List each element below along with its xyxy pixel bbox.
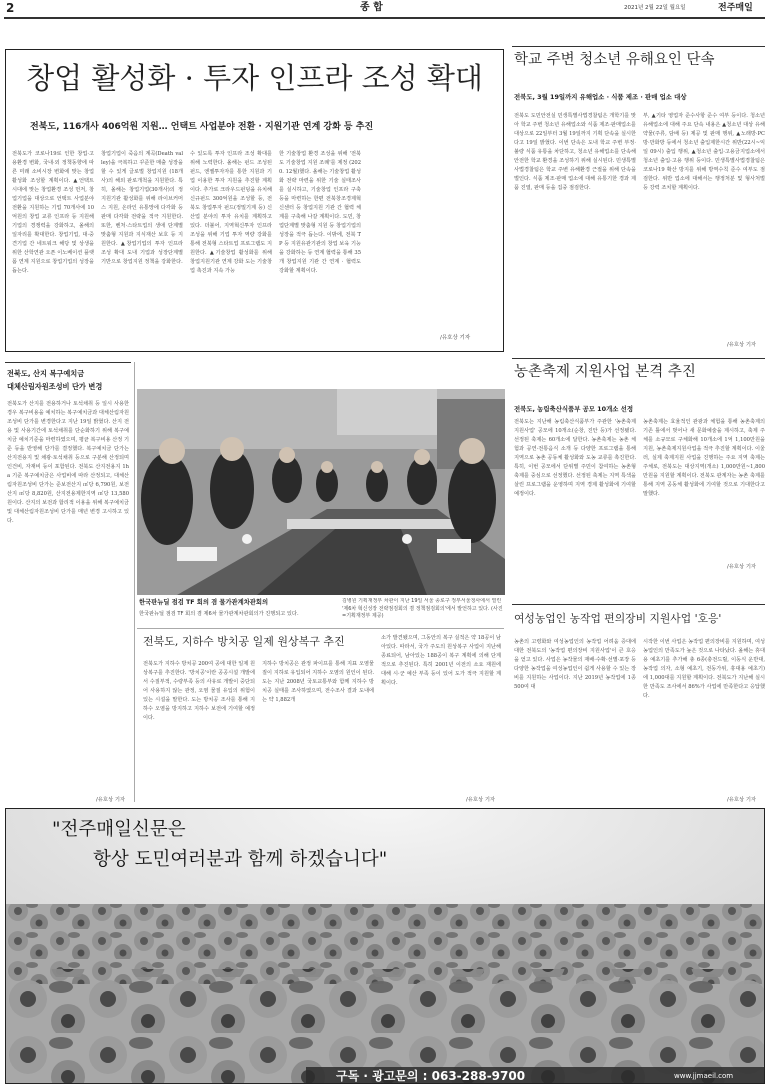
jiha-col-2: 지하수 방치공은 관정 파이프를 통해 지표 오염물질이 지하로 유입되어 지하수 오염의 원인이 된다. 도는 지난 2008년 국토교통부와 함께 지하수 방치공 실태를 조사하였으며, 전수조사 결과 도내에는 약 1,882개 <box>262 661 374 703</box>
school-col-1: 전북도 도민안전실 민생특별사법경찰팀은 개학기를 맞아 학교 주변 청소년 유해업소와 식품 제조·판매업소를 대상으로 22일부터 3월 19일까지 기획 단속을 실시한다고 19일 밝혔다. 이번 단속은 도내 학교 주변 부정·불량 식품 유통을 차단하고, 청소년 유해업소를 단속해 안전한 학교 환경을 조성하기 위해 실시된다. 민생특별사법경찰팀은 학교 주변 유해환경 근절을 위해 단속을 벌인다. 식품 제조·판매 업소에 대해 유통기한 경과 제품 진열, 판매 등을 집중 점검한다. <box>514 113 636 191</box>
main-article-col-2: 창업기업이 죽음의 계곡(Death valley)을 극복하고 꾸준한 매출 성장을 할 수 있게 글로벌 창업지원 (18개사)의 해외 판로개척을 지원한다. 특히, 올해는 창업기업(30개사)의 정지원기관 활성화를 위해 라이브커머스 지원, 온라인 유통망에 다각화 등 판매 다각화 전략을 적극 지원한다. 또한, 벤처·스타트업의 생애 단계별 맞춤형 지원과 지식재산 보호 등 지원한다. ▲창업기업의 투자 인프라 조성 확대 도내 기업과 성장단계별 기반으로 창업지원 정책을 강화한다. <box>101 151 183 265</box>
sanji-byline: /유호상 기자 <box>96 797 126 803</box>
issue-date: 2021년 2월 22일 월요일 <box>624 5 686 11</box>
jiha-top-rule <box>137 628 504 629</box>
jiha-col-1: 전북도가 지하수 방치공 200여 공에 대한 일제 원상복구를 추진한다. '방치공'이란 공공시설 개발에서 수질부적, 수량부족 등의 사유로 개발이 중단되어 사용하지 않는 관정, 오염 물질 유입의 위험이 있는 시설을 말한다. 도는 방치공 조사를 통해 지하수 오염을 방지하고 지하수 보전에 기여할 예정이다. <box>143 661 255 721</box>
ad-quote-line2: 항상 도민여러분과 함께 하겠습니다" <box>93 849 388 870</box>
school-byline: /유호상 기자 <box>727 342 757 348</box>
paper-name: 전주매일 <box>718 3 753 13</box>
women-top-rule <box>512 604 765 605</box>
women-col-2: 시작한 이번 사업은 농작업 편의장비를 지원하며, 여성농업인의 만족도가 높은 것으로 나타났다. 올해는 휴대용 예초기를 추가해 총 6종(충전드릴, 이동식 운반대, 농작업 의자, 소형 예초기, 전동가위, 휴대용 예초기)에 1,000대를 지원할 계획이다. 전북도가 지난해 실시한 만족도 조사에서 86%가 사업에 만족한다고 응답했다. <box>643 639 765 699</box>
sanji-divider <box>134 362 135 802</box>
main-article-col-3: 수 있도록 투자 인프라 조성 확대를 위해 노력한다. 올해는 펀드 조성된 펀드, 엔젤투자자를 통한 지원과 기업 이용한 투자 지원을 추진할 계획이다. 추가로 크라우드펀딩을 유치해 신규펀드 300억원을 조성할 등, 전북도 창업투자 펀드(정밀기계 등) 신산업 분야의 투자 유치를 계획하고 있다. 더불어, 지역혁신투자 인프라 조성을 위해 기업 투자 역량 강화를 통해 전북형 스타트업 프로그램도 지원한다. ▲기술창업 활성화를 위해 창업지원기관 연계 강화 도는 기술창업 촉진과 지속 가능 <box>190 151 272 274</box>
festival-col-2: 농촌축제는 효율적인 관광과 체험을 통해 농촌축제의 기존 틀에서 벗어나 새 문화예술을 제시하고, 축제 주체를 소규모로 구체화해 10개소에 1억 1,100만원을 지원, 농촌축제지원사업을 적극 추진할 계획이다. 이울러, 실제 축제지원 사업을 진행하는 주요 지역 축제는 주체로, 전북도는 대상지역(개소) 1,000만원~1,800만원을 지원할 계획이다. 전북도 관계자는 농촌 축제를 통해 지역 공동체 활성화에 기여할 것으로 기대한다고 말했다. <box>643 419 765 497</box>
main-headline: 창업 활성화 · 투자 인프라 조성 확대 <box>26 61 483 95</box>
photo-caption-left-title: 한국판뉴딜 점검 TF 회의 겸 물가관계차관회의 <box>139 599 269 606</box>
festival-col-1: 전북도는 지난해 농림축산식품부가 주관한 '농촌축제 지원사업' 공모에 10개소(순창, 진안 등)가 선정됐다. 선정된 축제는 60개소에 달한다. 농촌축제는 농촌 체험과 공연·전통음식 소개 등 다양한 프로그램을 통해 지역으로 농촌 공동체 활성화와 도농 교류를 촉진한다. 특히, 이번 공모에서 단위별 주민이 참여하는 농촌형 축제를 중심으로 선정했다. 선정된 축제는 지역 특색을 살린 프로그램을 운영하며 지역 경제 활성화에 기여할 예정이다. <box>514 419 636 497</box>
school-headline: 학교 주변 청소년 유해요인 단속 <box>514 52 715 68</box>
ad-contact: 구독 · 광고문의 : 063-288-9700 <box>336 1069 526 1083</box>
school-top-rule <box>512 46 765 47</box>
women-col-1: 농촌의 고령화와 여성농업인의 농작업 어려움 증대에 대한 전북도의 '농작업 편의장비 지원사업'이 큰 호응을 얻고 있다. 사업은 농작물의 재배·수확·선별·포장 등 다양한 농작업을 여성농업인이 쉽게 사용할 수 있는 장비를 지원하는 사업이다. 지난 2019년 농작업에 1종 500여 대 <box>514 639 636 690</box>
meeting-photo-illustration <box>137 389 505 595</box>
sanji-body: 전북도가 산지를 전용하거나 토석채취 등 일시 사용한 경우 복구비용을 예치하는 복구예치금과 대체산림자원조성비 단가를 변경한다고 지난 19일 밝혔다. 산지 전용 및 사용기간에 토석채취를 단순화하기 위해 복구예치금 예치기준을 마련하였으며, 평균 복구비용 산정 기준 등을 반영해 단가를 결정했다. 복구예치금 단가는 산지전용지 및 채광·토석채취 등으로 구분해 산정되며 인건비, 자재비 등이 포함된다. 전북도 산지전용지 1ha 기준 복구예치금은 사업비에 따라 산정되고, 대체산림자원조성비 단가는 준보전산지 ㎡당 6,790원, 보전산지 ㎡당 8,820원, 산지전용제한지역 ㎡당 13,580원이다. 산지의 보전과 합리적 이용을 위해 복구예치금 및 대체산림자원조성비 단가를 매년 변경 고시하고 있다. <box>7 401 129 524</box>
festival-headline: 농촌축제 지원사업 본격 추진 <box>514 364 696 380</box>
masthead-rule <box>4 17 765 19</box>
main-byline: /유호상 기자 <box>440 335 471 341</box>
section-label: 종 합 <box>360 2 383 13</box>
school-col-2: 부, ▲기타 영업자 준수사항 준수 여부 등이다. 청소년 유해업소에 대해 주요 단속 내용은 ▲청소년 대상 유해약물(주류, 담배 등) 제공 및 판매 행위, ▲노래방·PC방·만화방 등에서 청소년 출입제한시간 위반(22시~익일 09시) 출입 행위, ▲청소년 출입·고용금지업소에서 청소년 출입·고용 행위 등이다. 민생특별사법경찰팀은 코로나19 확산 방지를 위해 방역수칙 준수 여부도 점검한다. 위반 업소에 대해서는 행정처분 및 형사처벌 등 강력 조치할 계획이다. <box>643 113 765 191</box>
women-byline: /유호상 기자 <box>727 797 757 803</box>
jiha-headline: 전북도, 지하수 방치공 일제 원상복구 추진 <box>143 635 345 648</box>
festival-subhead: 전북도, 농림축산식품부 공모 10개소 선정 <box>514 405 633 413</box>
photo-caption-left-body: 한국판뉴딜 점검 TF 회의 겸 제6차 물가관계차관회의가 진행되고 있다. <box>139 611 299 617</box>
ad-website[interactable]: www.jjmaeil.com <box>674 1072 734 1080</box>
page-number: 2 <box>6 1 15 15</box>
sanji-top-rule <box>5 362 131 363</box>
festival-byline: /유호상 기자 <box>727 564 757 570</box>
festival-top-rule <box>512 358 765 359</box>
main-subhead: 전북도, 116개사 406억원 지원… 언택트 사업분야 전환 · 지원기관 연계 강화 등 추진 <box>30 122 374 132</box>
main-article-col-4: 한 기술창업 환경 조성을 위해 '전북도 기술창업 지원 조례'를 제정 (2020. 12월)했다. 올해는 기술창업 활성화 전략 마련을 위한 기술 실태조사를 실시하고, 기술창업 인프라 구축 등을 마련하는 한편 전북창조경제혁신센터 등 창업지원 기관 간 협력 체계를 구축해 나갈 계획이다. 도민, 창업단계별 맞춤형 지원 등 창업기업의 성장을 적극 돕는다. 이밖에, 전북 TP 등 지원유관기관의 창업 보육 기능을 강화하는 등 연계 협력을 통해 35개 창업지원 기관 간 연계 · 협력도 강화할 계획이다. <box>279 151 361 274</box>
ad-quote-line1: "전주매일신문은 <box>52 819 186 840</box>
sanji-headline-line2: 대체산림자원조성비 단가 변경 <box>7 382 103 391</box>
meeting-photo <box>137 389 505 595</box>
sanji-headline-line1: 전북도, 산지 복구예치금 <box>7 369 85 378</box>
jiha-col-3: 소가 발견됐으며, 그동안의 복구 실적은 약 18공이 남아있다. 따라서, 국가 주도의 원상복구 사업이 지난해 종료되어, 남아있는 188공이 복구 계획에 의해 단계적으로 추진된다. 특히 2001년 이전의 소요 재원에 대해 시·군 예산 부족 등이 있어 도가 적극 지원할 계획이다. <box>381 635 501 686</box>
photo-caption-right: 김병원 기획재정부 차관이 지난 19일 서울 종로구 정부서울청사에서 열린 '제6차 혁신성장 전략점검회의 겸 정책점검회의'에서 발언하고 있다. (사진=기획재정부 제공) <box>342 598 503 619</box>
main-article-col-1: 전북도가 코로나19로 인한 창업·고용환경 변화, 국내·외 정책동향에 따른 미래 소비시장 변화에 맞는 창업활성화 조성할 계획이다. ▲언택트 시대에 맞는 창업환경 조성 먼저, 창업기업을 대상으로 언택트 사업분야 전환을 지원하는 기업 70개사에 10억원의 창업 교류 인프라 등 지원해 기업의 경쟁력을 강화하고, 올해의 일자리를 확대한다. 창업기업, 대·중견기업 간 네트워크 해당 및 상생을 위한 산학연관 오픈 이노베이션 플랫폼 연계 지원으로 창업기업의 성장을 돕는다. <box>12 151 94 274</box>
women-headline: 여성농업인 농작업 편의장비 지원사업 '호응' <box>514 612 722 625</box>
jiha-byline: /유호상 기자 <box>466 797 496 803</box>
school-subhead: 전북도, 3월 19일까지 유해업소 · 식품 제조 · 판매 업소 대상 <box>514 93 687 101</box>
ad-banner <box>5 808 765 1084</box>
